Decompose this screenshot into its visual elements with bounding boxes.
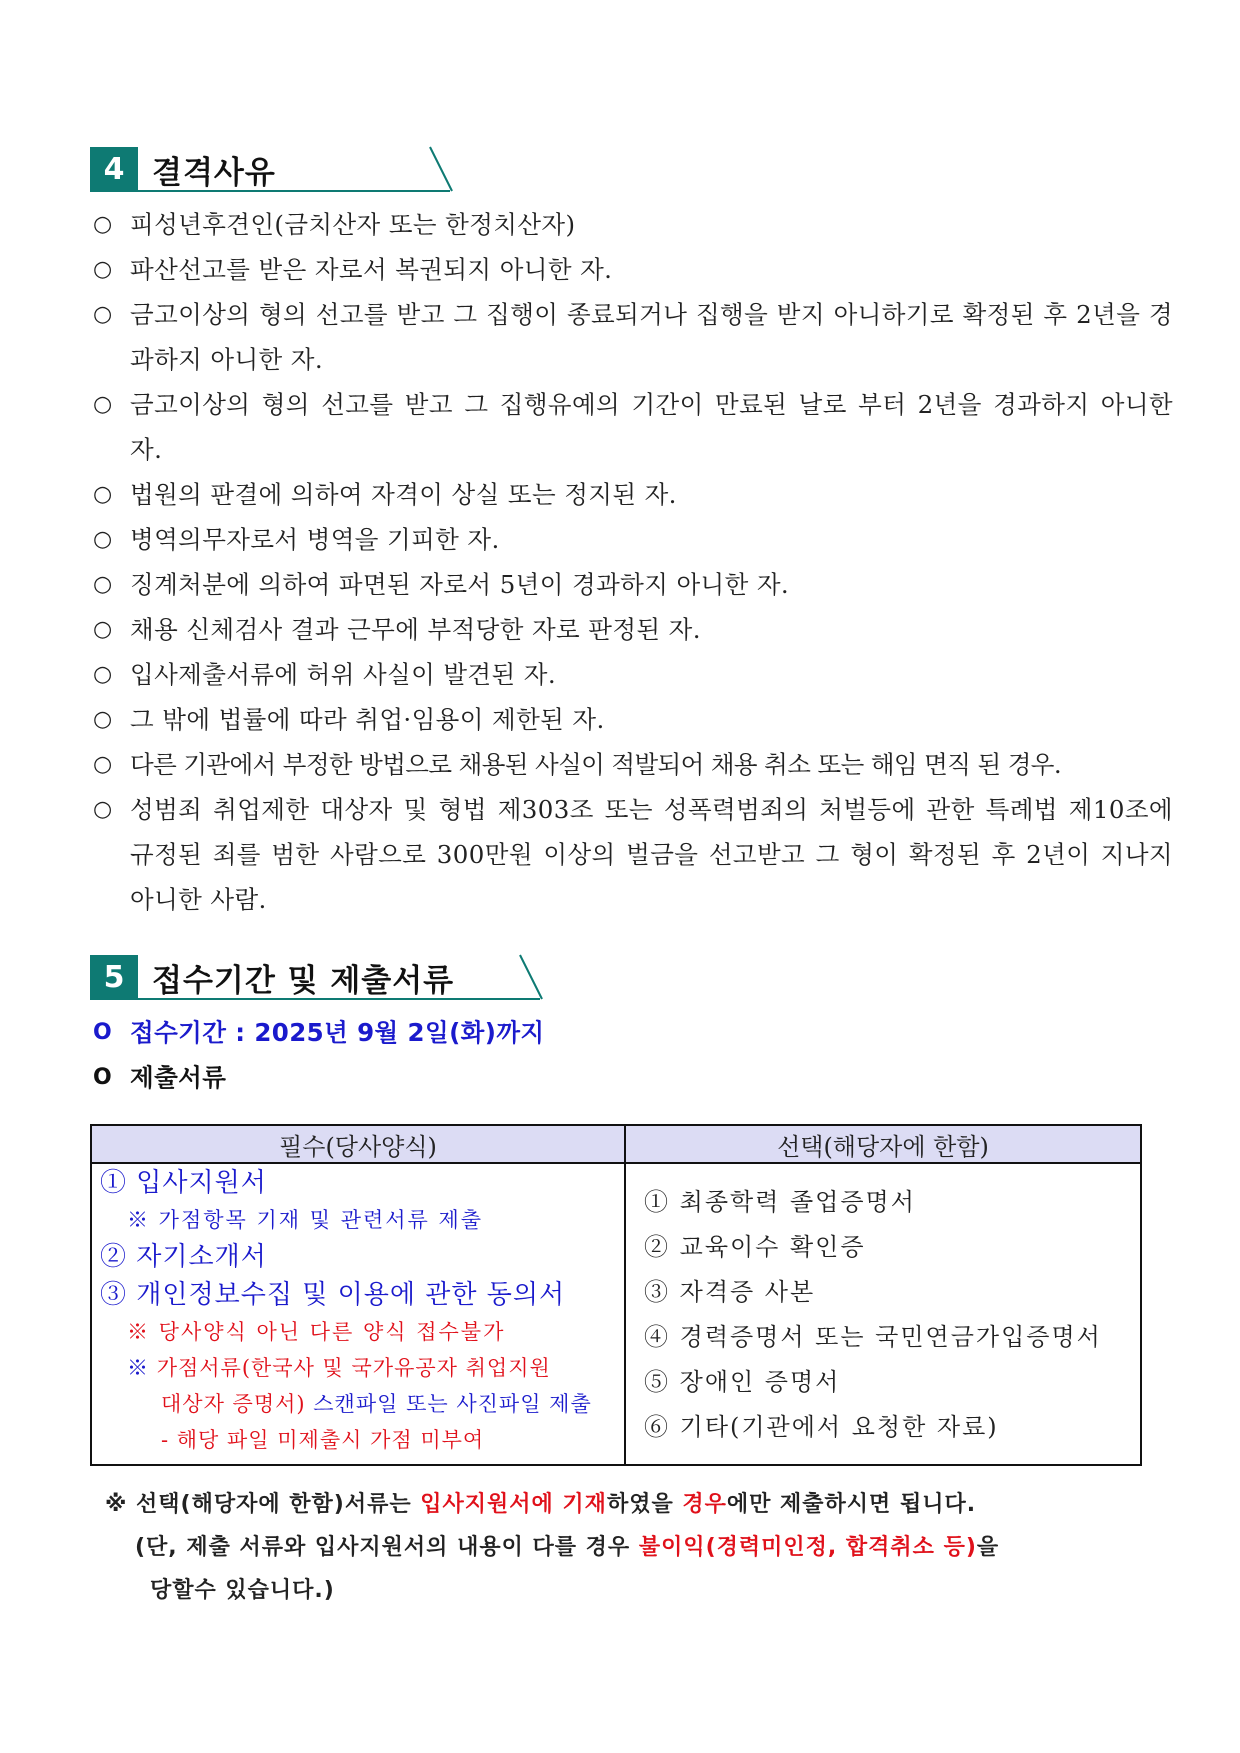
- optional-cell: [625, 1163, 1141, 1465]
- required-item: ③ 개인정보수집 및 이용에 관한 동의서: [100, 1280, 566, 1310]
- required-note-red: ※ 당사양식 아닌 다른 양식 접수불가: [127, 1320, 506, 1344]
- section-5-title: 접수기간 및 제출서류: [152, 962, 455, 999]
- section-5-number: 5: [90, 955, 138, 999]
- optional-item: ② 교육이수 확인증: [644, 1233, 866, 1261]
- required-cell: [91, 1163, 625, 1465]
- bottom-note-line1: ※ 선택(해당자에 한함)서류는 입사지원서에 기재하였을 경우에만 제출하시면 됩니다.: [105, 1492, 977, 1517]
- optional-header: 선택(해당자에 한함): [625, 1125, 1141, 1163]
- bottom-note-line3: 당할수 있습니다.): [150, 1578, 335, 1603]
- optional-item: ④ 경력증명서 또는 국민연금가입증명서: [644, 1323, 1102, 1351]
- section-5-underline: [90, 953, 550, 1003]
- optional-item: ③ 자격증 사본: [644, 1278, 816, 1306]
- required-item: ② 자기소개서: [100, 1242, 267, 1272]
- optional-item: ⑤ 장애인 증명서: [644, 1368, 841, 1396]
- required-note-mixed: ※ 가점서류(한국사 및 국가유공자 취업지원 대상자 증명서) 스캔파일 또는 사진파일 제출 - 해당 파일 미제출시 가점 미부여: [127, 1356, 592, 1452]
- list-item: ○ 입사제출서류에 허위 사실이 발견된 자.: [93, 660, 557, 689]
- documents-label: O 제출서류: [93, 1063, 227, 1092]
- list-item: ○ 금고이상의 형의 선고를 받고 그 집행이 종료되거나 집행을 받지 아니하기로 확정된 후 2년을 경과하지 아니한 자.: [93, 300, 1173, 374]
- list-item: ○ 다른 기관에서 부정한 방법으로 채용된 사실이 적발되어 채용 취소 또는 해임 면직 된 경우.: [93, 750, 1062, 779]
- optional-item: ① 최종학력 졸업증명서: [644, 1188, 916, 1216]
- optional-item: ⑥ 기타(기관에서 요청한 자료): [644, 1413, 999, 1441]
- list-item: ○ 법원의 판결에 의하여 자격이 상실 또는 정지된 자.: [93, 480, 677, 509]
- list-item: ○ 채용 신체검사 결과 근무에 부적당한 자로 판정된 자.: [93, 615, 701, 644]
- section-4-underline: [90, 145, 460, 195]
- list-item: ○ 병역의무자로서 병역을 기피한 자.: [93, 525, 500, 554]
- required-note: ※ 가점항목 기재 및 관련서류 제출: [127, 1208, 484, 1232]
- documents-table: [90, 1124, 1142, 1466]
- required-header: 필수(당사양식): [91, 1125, 625, 1163]
- list-item: ○ 피성년후견인(금치산자 또는 한정치산자): [93, 210, 576, 239]
- list-item: ○ 그 밖에 법률에 따라 취업·임용이 제한된 자.: [93, 705, 605, 734]
- bottom-note-line2: (단, 제출 서류와 입사지원서의 내용이 다를 경우 불이익(경력미인정, 합격취소 등)을: [135, 1535, 1000, 1560]
- list-item: ○ 금고이상의 형의 선고를 받고 그 집행유예의 기간이 만료된 날로 부터 2년을 경과하지 아니한 자.: [93, 390, 1173, 464]
- section-4-number: 4: [90, 147, 138, 191]
- list-item: ○ 성범죄 취업제한 대상자 및 형법 제303조 또는 성폭력범죄의 처벌등에 관한 특례법 제10조에 규정된 죄를 범한 사람으로 300만원 이상의 벌금을 선고받고 그 형이 확정된 후 2년이 지나지 아니한 사람.: [93, 795, 1173, 914]
- section-4-title: 결격사유: [152, 154, 276, 191]
- list-item: ○ 징계처분에 의하여 파면된 자로서 5년이 경과하지 아니한 자.: [93, 570, 790, 599]
- list-item: ○ 파산선고를 받은 자로서 복권되지 아니한 자.: [93, 255, 613, 284]
- application-period: O 접수기간 : 2025년 9월 2일(화)까지: [93, 1018, 545, 1047]
- required-item: ① 입사지원서: [100, 1168, 267, 1198]
